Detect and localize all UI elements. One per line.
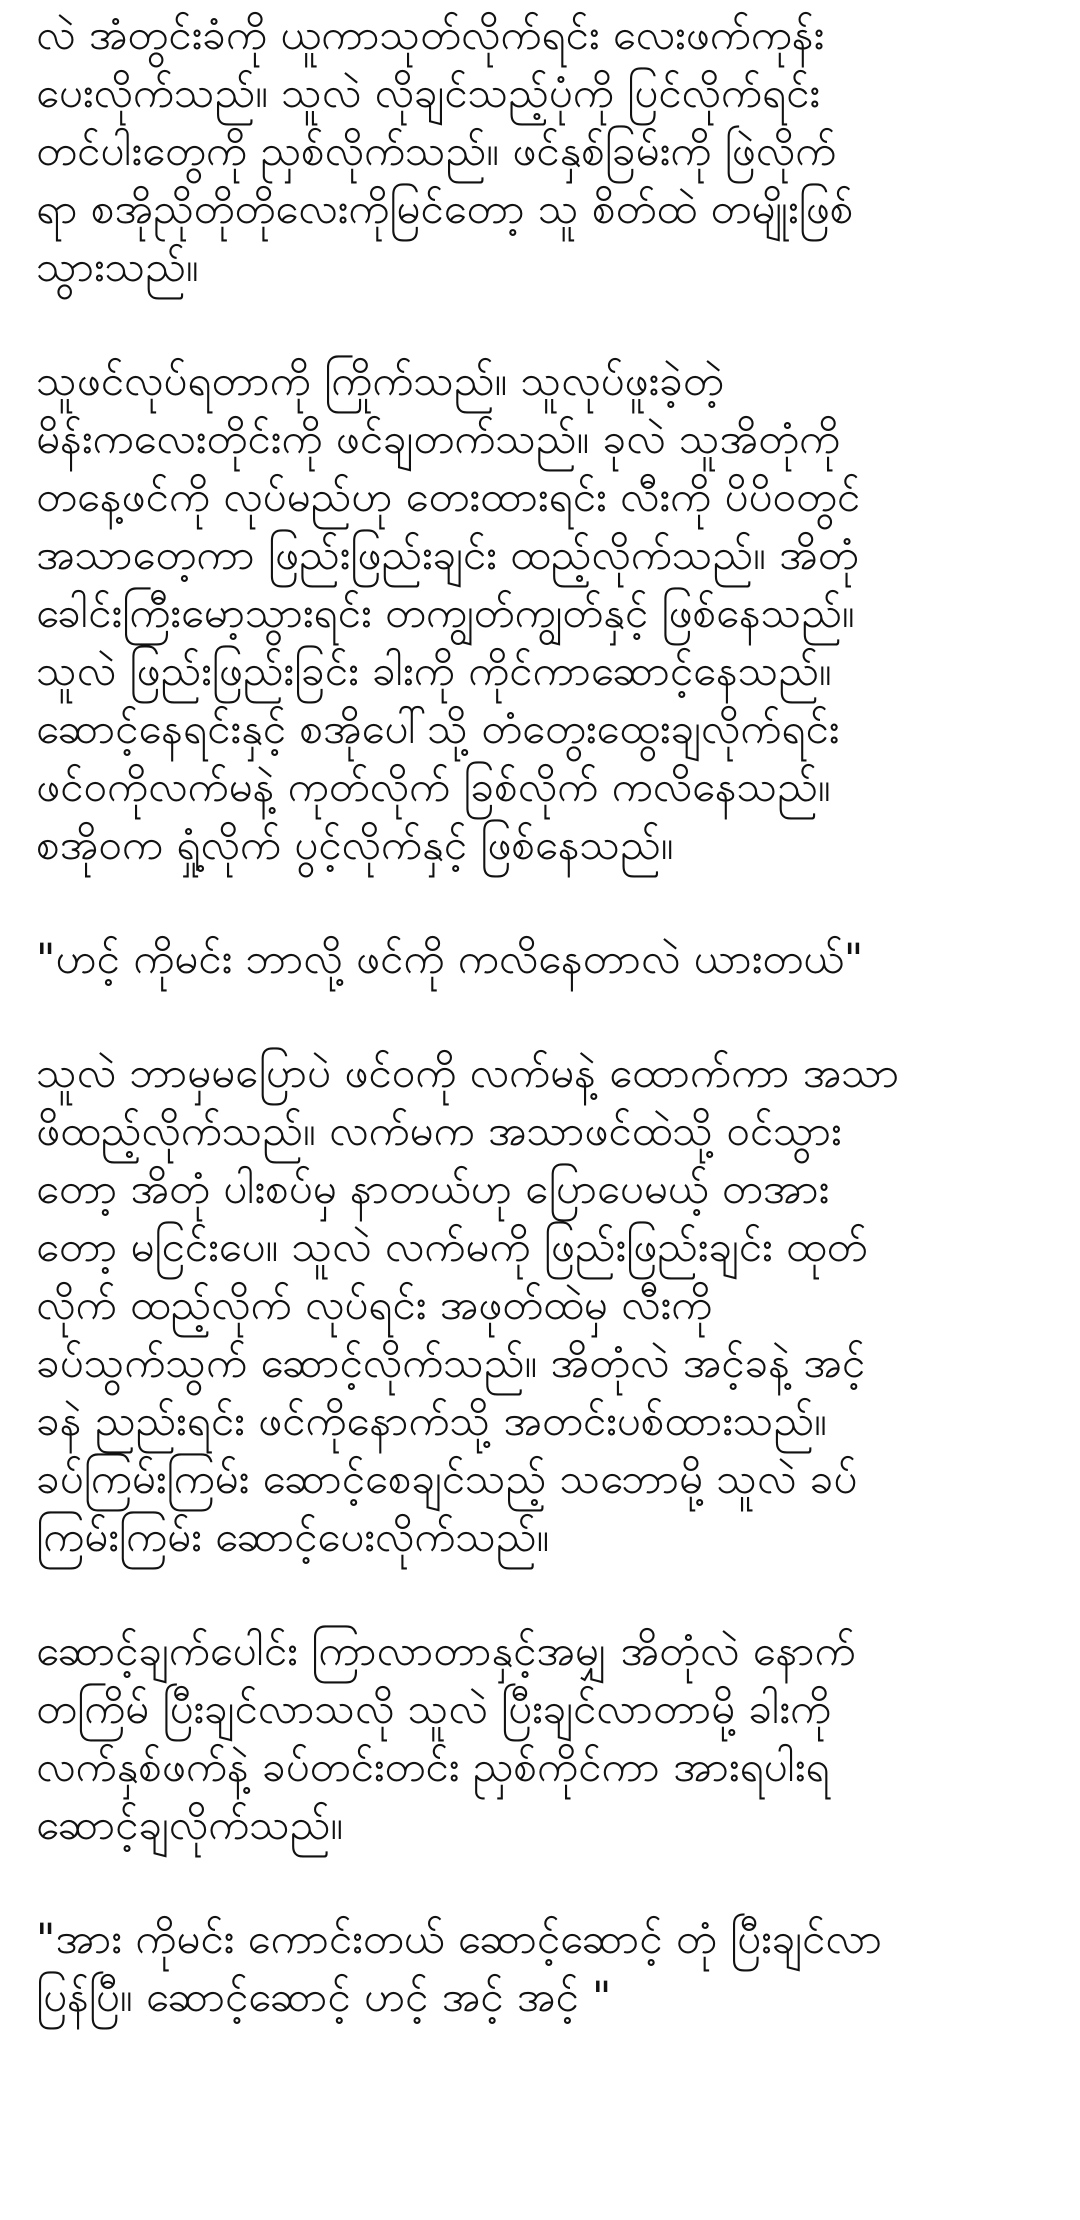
text-line: သူလဲ ဘာမှမပြောပဲ ဖင်ဝကို လက်မနဲ့ ထောက်ကာ အသာ <box>36 1048 900 1097</box>
text-line: "အား ကိုမင်း ကောင်းတယ် ဆောင့်ဆောင့် တုံ ပြီးချင်လာ <box>36 1914 882 1963</box>
text-line: တော့ မငြင်းပေ။ သူလဲ လက်မကို ဖြည်းဖြည်းချင်း ထုတ် <box>36 1222 868 1271</box>
text-line: ရာ စအိုညိုတိုတိုလေးကိုမြင်တော့ သူ စိတ်ထဲ တမျိုးဖြစ် <box>36 184 854 233</box>
text-line: သွားသည်။ <box>36 242 199 291</box>
text-line: လဲ အံတွင်းခံကို ယူကာသုတ်လိုက်ရင်း လေးဖက်ကုန်း <box>36 10 825 59</box>
text-line: ခပ်သွက်သွက် ဆောင့်လိုက်သည်။ အိတုံလဲ အင့်ခနဲ့ အင့် <box>36 1338 866 1387</box>
text-line: ခေါင်းကြီးမော့သွားရင်း တကျွတ်ကျွတ်နှင့် ဖြစ်နေသည်။ <box>36 588 855 637</box>
text-line: ဖင်ဝကိုလက်မနဲ့ ကုတ်လိုက် ခြစ်လိုက် ကလိနေသည်။ <box>36 762 831 811</box>
paragraph-6-dialogue <box>36 1910 1050 2026</box>
text-line: ပေးလိုက်သည်။ သူလဲ လိုချင်သည့်ပုံကို ပြင်လိုက်ရင်း <box>36 68 820 117</box>
text-line: စအိုဝက ရှုံ့လိုက် ပွင့်လိုက်နှင့် ဖြစ်နေသည်။ <box>36 820 674 869</box>
text-line: ခနဲ ညည်းရင်း ဖင်ကိုနောက်သို့ အတင်းပစ်ထားသည်။ <box>36 1396 827 1445</box>
text-line: ဖိထည့်လိုက်သည်။ လက်မက အသာဖင်ထဲသို့ ဝင်သွား <box>36 1106 842 1155</box>
text-line: ကြမ်းကြမ်း ဆောင့်ပေးလိုက်သည်။ <box>36 1512 550 1561</box>
paragraph-5 <box>36 1622 1050 1854</box>
paragraph-3-dialogue <box>36 930 1050 988</box>
text-line: လိုက် ထည့်လိုက် လုပ်ရင်း အဖုတ်ထဲမှ လီးကို <box>36 1280 713 1329</box>
paragraph-1 <box>36 6 1050 296</box>
text-line: လက်နှစ်ဖက်နဲ့ ခပ်တင်းတင်း ညှစ်ကိုင်ကာ အားရပါးရ <box>36 1742 830 1791</box>
text-line: ဆောင့်ချက်ပေါင်း ကြာလာတာနှင့်အမျှ အိတုံလဲ နောက် <box>36 1626 856 1675</box>
text-line: သူလဲ ဖြည်းဖြည်းခြင်း ခါးကို ကိုင်ကာဆောင့်နေသည်။ <box>36 646 832 695</box>
text-line: တင်ပါးတွေကို ညှစ်လိုက်သည်။ ဖင်နှစ်ခြမ်းကို ဖြဲလိုက် <box>36 126 837 175</box>
paragraph-2 <box>36 352 1050 874</box>
text-line: မိန်းကလေးတိုင်းကို ဖင်ချတက်သည်။ ခုလဲ သူအိတုံကို <box>36 414 840 463</box>
text-line: ဆောင့်ချလိုက်သည်။ <box>36 1800 344 1849</box>
text-line: "ဟင့် ကိုမင်း ဘာလို့ ဖင်ကို ကလိနေတာလဲ ယားတယ်" <box>36 934 864 983</box>
text-line: တကြိမ် ပြီးချင်လာသလို သူလဲ ပြီးချင်လာတာမို့ ခါးကို <box>36 1684 831 1733</box>
text-line: တနေ့ဖင်ကို လုပ်မည်ဟု တေးထားရင်း လီးကို ပိပိဝတွင် <box>36 472 861 521</box>
text-line: သူဖင်လုပ်ရတာကို ကြိုက်သည်။ သူလုပ်ဖူးခဲ့တဲ့ <box>36 356 724 405</box>
text-line: ခပ်ကြမ်းကြမ်း ဆောင့်စေချင်သည့် သဘောမို့ သူလဲ ခပ် <box>36 1454 858 1503</box>
text-line: ဆောင့်နေရင်းနှင့် စအိုပေါ်သို့ တံတွေးထွေးချလိုက်ရင်း <box>36 704 840 753</box>
paragraph-4 <box>36 1044 1050 1566</box>
text-line: ပြန်ပြီ။ ဆောင့်ဆောင့် ဟင့် အင့် အင့် " <box>36 1972 612 2021</box>
text-line: တော့ အိတုံ ပါးစပ်မှ နာတယ်ဟု ပြောပေမယ့် တအား <box>36 1164 830 1213</box>
text-line: အသာတေ့ကာ ဖြည်းဖြည်းချင်း ထည့်လိုက်သည်။ အိတုံ <box>36 530 859 579</box>
